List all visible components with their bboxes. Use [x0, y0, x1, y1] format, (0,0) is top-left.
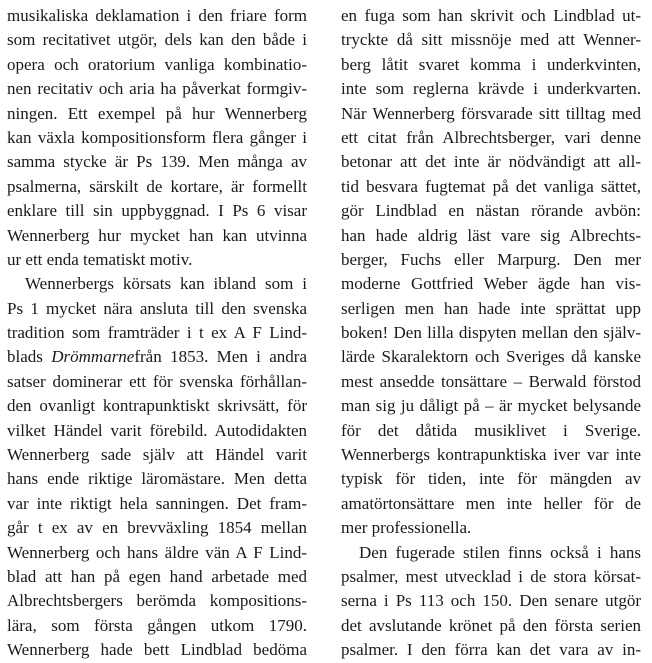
text-line [7, 345, 307, 369]
text-line: Wennerberg sade själv att Händel varit [7, 445, 307, 465]
text-line: Wennerbergs kontrapunktiska iver var inte [341, 445, 641, 465]
text-line: psalmer. I den förra kan det vara av in- [341, 640, 641, 660]
text-line: ur ett enda tematiskt motiv. [7, 249, 193, 269]
text-line: moderne Gottfried Weber ägde han vis- [341, 274, 641, 294]
text-line: enklare till sin uppbyggnad. I Ps 6 visar [7, 201, 307, 221]
text-fragment: från 1853. Men i andra [134, 347, 308, 367]
work-title: Drömmarne [51, 347, 135, 367]
text-line: berg låtit svaret komma i underkvinten, [341, 54, 641, 74]
text-line: betonar att det inte är nödvändigt att all- [341, 152, 641, 172]
text-line: nen recitativ och aria ha påverkat formgiv- [7, 79, 307, 99]
right-text-column [341, 4, 641, 663]
text-line: kan växla kompositionsform flera gånger i [7, 127, 307, 147]
text-line: vilket Händel varit förebild. Autodidakten [7, 420, 307, 440]
text-line: som recitativet utgör, dels kan den både i [7, 30, 307, 50]
text-line: lärde Skaralektorn och Sveriges då kanske [341, 347, 641, 367]
text-line: När Wennerberg försvarade sitt tilltag med [341, 103, 641, 123]
text-line: Wennerberg och hans äldre vän A F Lind- [7, 542, 307, 562]
text-line: blad att han på egen hand arbetade med [7, 566, 307, 586]
text-line: serligen men han hade inte sprättat upp [341, 298, 641, 318]
text-line: ett citat från Albrechtsberger, vari denne [341, 127, 641, 147]
text-line: musikaliska deklamation i den friare form [7, 6, 307, 25]
text-line: samma stycke är Ps 139. Men många av [7, 152, 307, 172]
text-line: boken! Den lilla dispyten mellan den själv- [341, 323, 641, 343]
text-line: psalmer, mest utvecklad i de stora körsat- [341, 566, 641, 586]
text-line: inte som reglerna krävde i underkvarten. [341, 79, 641, 99]
text-line: var inte riktigt hela sanningen. Det fram- [7, 493, 307, 513]
text-line: han hade aldrig läst vare sig Albrechts- [341, 225, 641, 245]
text-line: för det dåtida musiklivet i Sverige. [341, 420, 641, 440]
text-line: går t ex av en brevväxling 1854 mellan [7, 518, 307, 538]
text-line: Ps 1 mycket nära ansluta till den svenska [7, 298, 307, 318]
text-line: lära, som första gången utkom 1790. [7, 615, 307, 635]
text-line: Albrechtsbergers berömda kompositions- [7, 591, 307, 611]
text-line: Wennerbergs körsats kan ibland som i [25, 274, 307, 294]
text-line: mer professionella. [341, 518, 472, 538]
text-line: Wennerberg hade bett Lindblad bedöma [7, 640, 307, 660]
text-fragment: blads [7, 347, 43, 367]
left-text-column [7, 4, 307, 663]
text-line: gör Lindblad en nästan rörande avbön: [341, 201, 641, 221]
text-line: satser dominerar ett för svenska förhållan- [7, 371, 307, 391]
text-line: mest ansedde tonsättare – Berwald förstod [341, 371, 641, 391]
text-line: berger, Fuchs eller Marpurg. Den mer [341, 249, 641, 269]
text-line: tradition som framträder i t ex A F Lind- [7, 323, 307, 343]
text-line: den ovanligt kontrapunktiskt skrivsätt, för [7, 396, 307, 416]
text-line: serna i Ps 113 och 150. Den senare utgör [341, 591, 641, 611]
text-line: opera och oratorium vanliga kombinatio- [7, 54, 307, 74]
text-line: man sig ju dåligt på – är mycket belysande [341, 396, 641, 416]
text-line: hans ende riktige läromästare. Men detta [7, 469, 307, 489]
text-line: Den fugerade stilen finns också i hans [359, 542, 641, 562]
text-line: Wennerberg hur mycket han kan utvinna [7, 225, 307, 245]
text-line: det avslutande krönet på den första serien [341, 615, 641, 635]
text-line: en fuga som han skrivit och Lindblad ut- [341, 6, 641, 25]
text-line: amatörtonsättare men inte heller för de [341, 493, 641, 513]
text-line: typisk för tiden, inte för mängden av [341, 469, 641, 489]
text-line: psalmerna, särskilt de kortare, är formellt [7, 176, 307, 196]
text-line: tryckte då sitt missnöje med att Wenner- [341, 30, 641, 50]
text-line: ningen. Ett exempel på hur Wennerberg [7, 103, 307, 123]
text-line: tid besvara fugtemat på det vanliga sättet, [341, 176, 641, 196]
